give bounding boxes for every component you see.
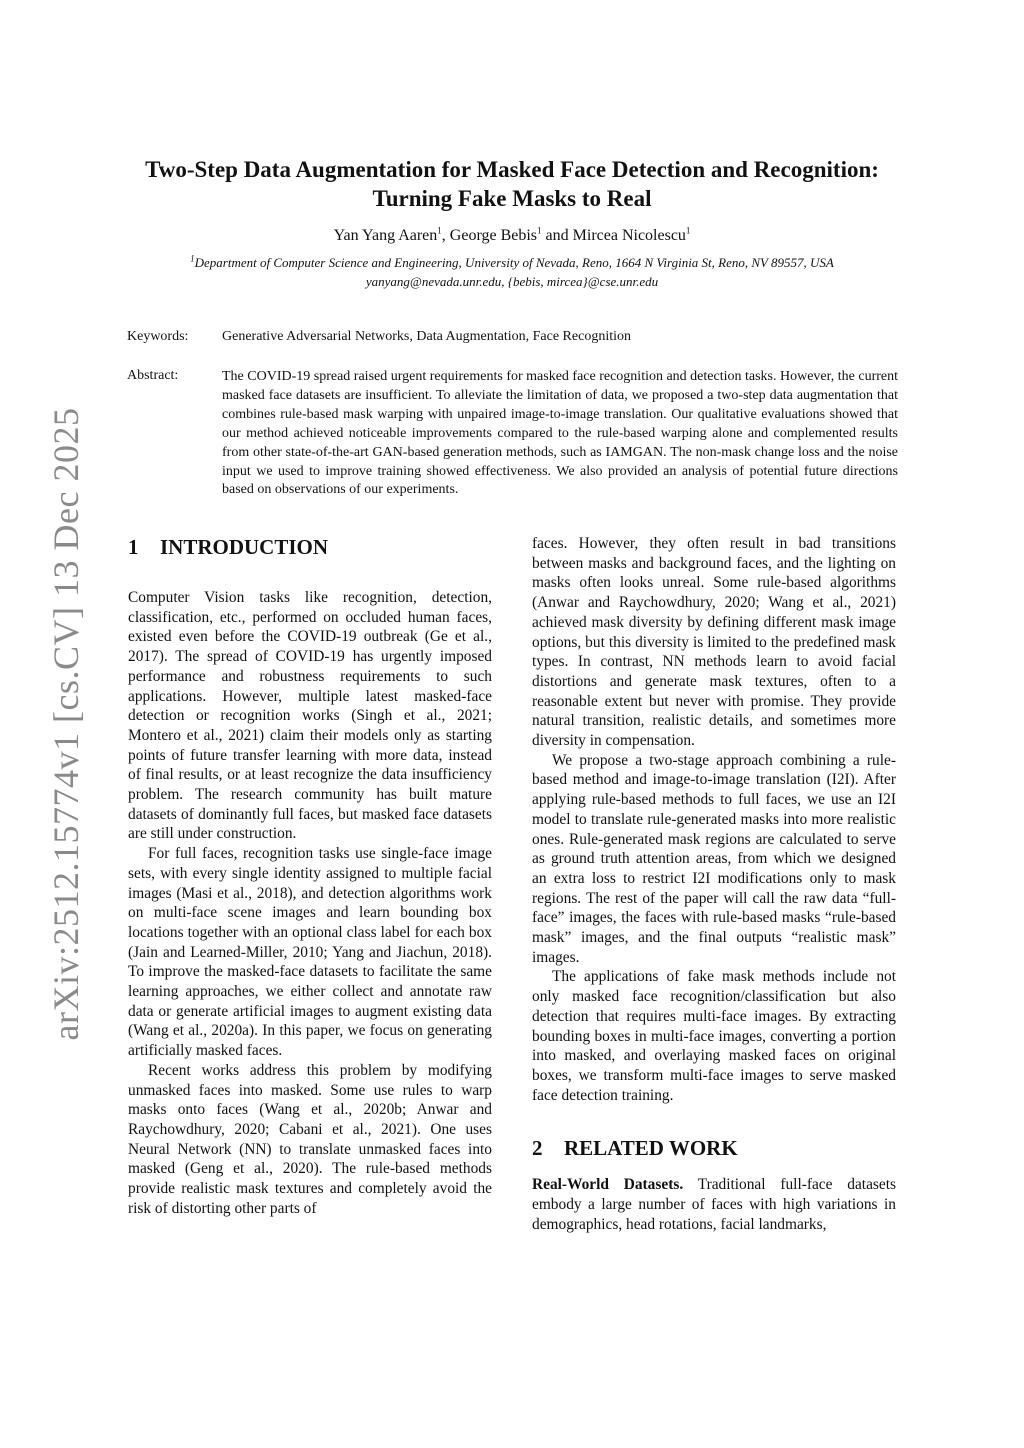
abstract-text: The COVID-19 spread raised urgent requirements for masked face recognition and detection tasks. However, the current masked face datasets are insufficient. To alleviate the limitation of data, we proposed a two-step data augmentation that combines rule-based mask warping with unpaired image-to-image translation. Our qualitative evaluations showed that our method achieved noticeable improvements compared to the rule-based warping alone and complemented results from other state-of-the-art GAN-based generation methods, such as IAMGAN. The non-mask change loss and the noise input we used to improve training showed effectiveness. We also provided an analysis of potential future directions based on observations of our experiments. [222,369,898,498]
abstract-label: Abstract: [127,368,179,383]
section-number: 2 [532,1136,543,1161]
affiliation-marker: 1 [537,225,542,236]
body-paragraph: The applications of fake mask methods include not only masked face recognition/classification but also detection that requires multi-face images. By extracting bounding boxes in multi-face images, converting a portion into masked, and overlaying masked faces on original boxes, we transform multi-face images to serve masked face detection training. [532,968,896,1104]
body-paragraph: Computer Vision tasks like recognition, detection, classification, etc., performed on occluded human faces, existed even before the COVID-19 outbreak (Ge et al., 2017). The spread of COVID-19 has urgently imposed performance and robustness requirements to such applications. However, multiple latest masked-face detection or recognition works (Singh et al., 2021; Montero et al., 2021) claim their models only as starting points of future transfer learning with more data, instead of final results, or at least recognize the data insufficiency problem. The research community has built mature datasets of dominantly full faces, but masked face datasets are still under construction. [128,589,492,843]
section-title: INTRODUCTION [160,535,329,559]
affiliation-marker: 1 [190,253,195,264]
keywords-label: Keywords: [127,329,189,344]
affiliation-text: Department of Computer Science and Engineering, University of Nevada, Reno, 1664 N Virginia St, Reno, NV 89557, USA [194,255,834,270]
author-name: Yan Yang Aaren [333,227,438,244]
section-number: 1 [128,535,139,559]
body-paragraph: faces. However, they often result in bad transitions between masks and background faces, and the lighting on masks often looks unreal. Some rule-based algorithms (Anwar and Raychowdhury, 2020; Wang et al., 2021) achieved mask diversity by defining different mask image options, but this diversity is limited to the predefined mask types. In contrast, NN methods learn to avoid facial distortions and generate mask textures, often to a reasonable extent but never with promise. They provide natural transition, realistic details, and sometimes more diversity in compensation. [532,535,896,750]
author-separator: and [541,227,573,244]
section-heading [128,534,492,560]
author-name: Mircea Nicolescu [572,227,686,244]
affiliation-marker: 1 [685,225,691,236]
keywords-text: Generative Adversarial Networks, Data Augmentation, Face Recognition [222,329,631,344]
right-column [532,534,896,1235]
affiliation-marker: 1 [437,225,442,236]
section-title: RELATED WORK [564,1136,738,1161]
body-paragraph: For full faces, recognition tasks use single-face image sets, with every single identity assigned to multiple facial images (Masi et al., 2018), and detection algorithms work on multi-face scene images and learn bounding box locations together with an optional class label for each box (Jain and Learned-Miller, 2010; Yang and Jiachun, 2018). To improve the masked-face datasets to facilitate the same learning approaches, we either collect and annotate raw data or generate artificial images to augment existing data (Wang et al., 2020a). In this paper, we focus on generating artificially masked faces. [128,845,492,1060]
body-paragraph: Recent works address this problem by modifying unmasked faces into masked. Some use rules to warp masks onto faces (Wang et al., 2020b; Anwar and Raychowdhury, 2020; Cabani et al., 2021). One uses Neural Network (NN) to translate unmasked faces into masked (Geng et al., 2020). The rule-based methods provide realistic mask textures and completely avoid the risk of distorting other parts of [128,1061,492,1217]
author-name: George Bebis [449,227,538,244]
author-emails: yanyang@nevada.unr.edu, {bebis, mircea}@cse.unr.edu [365,274,659,289]
paper-title: Two-Step Data Augmentation for Masked Face Detection and Recognition: Turning Fake Masks to Real [145,157,879,211]
arxiv-stamp-text: arXiv:2512.15774v1 [cs.CV] 13 Dec 2025 [46,407,86,1041]
affiliation-line [120,253,904,272]
body-paragraph: We propose a two-stage approach combining a rule-based method and image-to-image translation (I2I). After applying rule-based methods to full faces, we use an I2I model to translate rule-generated masks into more realistic ones. Rule-generated mask regions are calculated to serve as ground truth attention areas, from which we designed an extra loss to restrict I2I modifications only to mask regions. The rest of the paper will call the raw data “full-face” images, the faces with rule-based masks “rule-based mask” images, and the final outputs “realistic mask” images. [532,751,896,966]
author-list [130,227,894,245]
paragraph-text: Traditional full-face datasets embody a large number of faces with high variations in demographics, head rotations, facial landmarks, [532,1176,896,1233]
affiliation-block [120,253,904,291]
section-heading [532,1135,896,1161]
author-separator: , [441,227,450,244]
runin-heading: Real-World Datasets. [532,1176,684,1194]
body-paragraph [532,1175,896,1234]
left-column [128,534,492,1219]
